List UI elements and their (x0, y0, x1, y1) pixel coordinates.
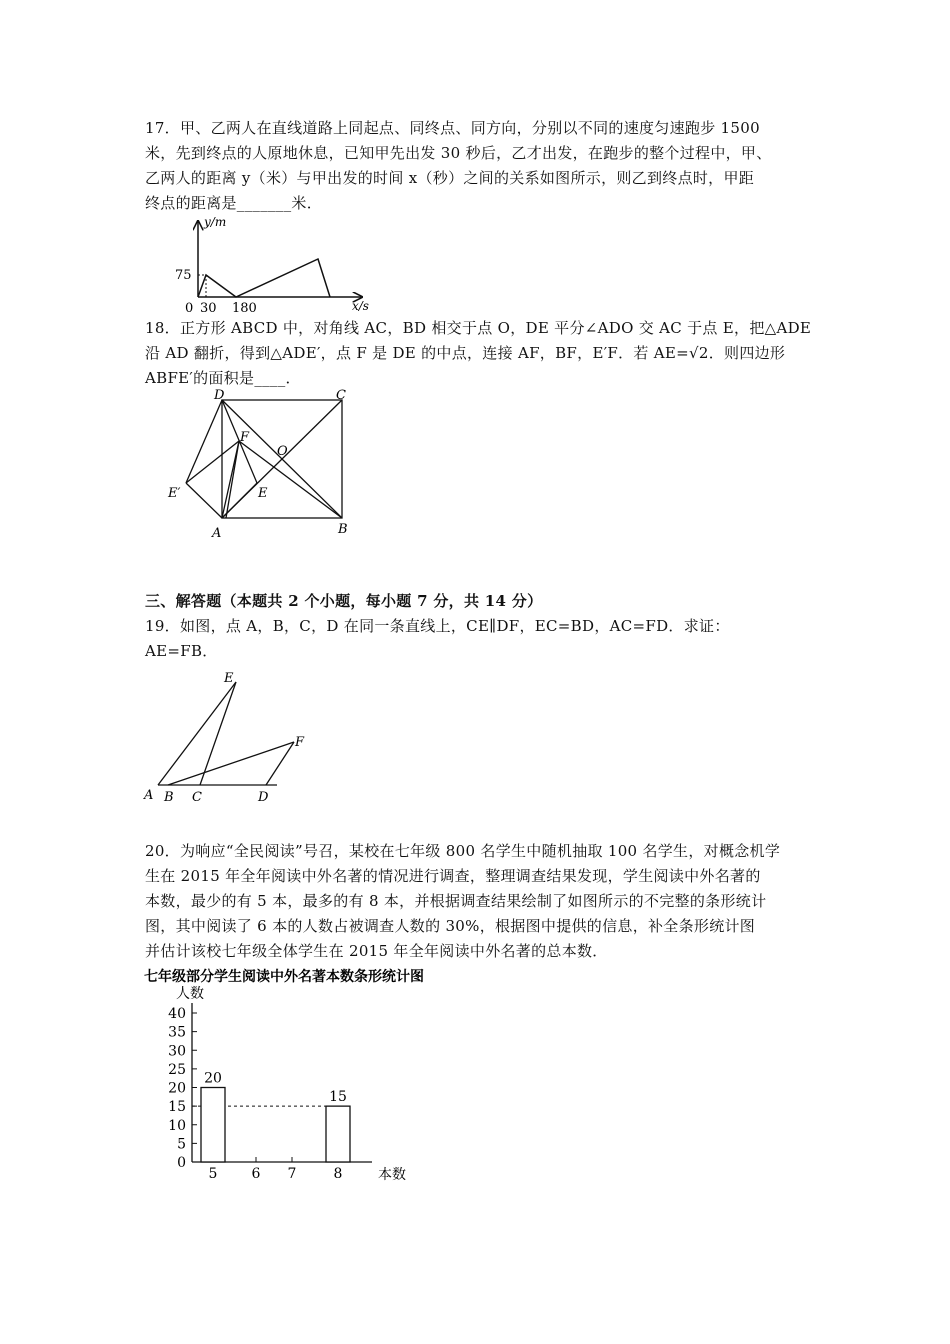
section-3-heading: 三、解答题（本题共 2 个小题，每小题 7 分，共 14 分） (145, 592, 543, 610)
q19-label-f: F (295, 735, 305, 750)
chart-y-tick-label: 5 (177, 1136, 186, 1153)
q18-label-d: D (214, 388, 225, 403)
q19-segment-ce (200, 682, 236, 785)
q18-segment-fa2 (226, 441, 239, 518)
q17-graph (170, 215, 410, 315)
chart-y-tick-label: 15 (168, 1099, 186, 1116)
chart-y-tick-label: 10 (168, 1117, 186, 1134)
q19-label-b: B (164, 790, 174, 805)
q19-label-a: A (144, 788, 154, 803)
q20-line-1: 20．为响应“全民阅读”号召，某校在七年级 800 名学生中随机抽取 100 名学生，对概念机学 (145, 842, 781, 860)
q17-y-tick-75: 75 (175, 268, 192, 283)
q19-segment-df (266, 742, 294, 785)
chart-y-tick-label: 20 (168, 1080, 186, 1097)
q20-bar-chart (140, 965, 480, 1185)
q18-line-3: ABFE′的面积是____． (145, 369, 301, 387)
chart-y-tick-label: 25 (168, 1061, 186, 1078)
chart-category-label: 6 (251, 1166, 261, 1182)
q19-label-e: E (224, 671, 234, 686)
q17-x-tick-0: 0 (185, 301, 194, 316)
q17-x-axis-label: x/s (352, 299, 369, 313)
q17-line-2: 米，先到终点的人原地休息，已知甲先出发 30 秒后，乙才出发，在跑步的整个过程中，甲、 (145, 144, 772, 162)
q18-label-e-prime: E′ (168, 486, 181, 501)
q17-distance-line (198, 259, 330, 297)
q17-line-4: 终点的距离是_______米． (145, 194, 323, 212)
chart-title: 七年级部分学生阅读中外名著本数条形统计图 (144, 969, 424, 985)
chart-y-tick-label: 35 (168, 1024, 186, 1041)
q18-label-c: C (336, 388, 346, 403)
chart-category-label: 8 (333, 1166, 343, 1182)
chart-data-label: 15 (329, 1089, 347, 1106)
q18-label-e: E (258, 486, 268, 501)
q18-segment-ae-prime (186, 483, 222, 518)
q19-figure (140, 668, 340, 808)
q18-segment-bf (239, 441, 342, 518)
q20-line-5: 并估计该校七年级全体学生在 2015 年全年阅读中外名著的总本数． (145, 942, 608, 960)
q18-figure (160, 385, 380, 545)
chart-y-tick-label: 30 (168, 1043, 186, 1060)
q18-line-2: 沿 AD 翻折，得到△ADE′，点 F 是 DE 的中点，连接 AF，BF，E′F．若 AE=√2．则四边形 (145, 344, 786, 362)
q20-line-4: 图，其中阅读了 6 本的人数占被调查人数的 30%，根据图中提供的信息，补全条形统计图 (145, 917, 756, 935)
q19-label-c: C (192, 790, 202, 805)
q18-label-o: O (277, 444, 288, 459)
chart-y-tick-label: 0 (177, 1155, 186, 1171)
q17-x-tick-30: 30 (200, 301, 217, 316)
q20-line-2: 生在 2015 年全年阅读中外名著的情况进行调查，整理调查结果发现，学生阅读中外名著的 (145, 867, 761, 885)
q19-segment-ae (158, 682, 236, 785)
chart-data-label: 20 (204, 1070, 222, 1087)
q20-line-3: 本数，最少的有 5 本，最多的有 8 本，并根据调查结果绘制了如图所示的不完整的条形统计 (145, 892, 767, 910)
q19-segment-bf (168, 742, 294, 785)
q18-line-1: 18．正方形 ABCD 中，对角线 AC，BD 相交于点 O，DE 平分∠ADO 交 AC 于点 E，把△ADE (145, 319, 812, 337)
q19-line-1: 19．如图，点 A，B，C，D 在同一条直线上，CE∥DF，EC=BD，AC=FD．求证： (145, 617, 730, 635)
q17-line-1: 17．甲、乙两人在直线道路上同起点、同终点、同方向，分别以不同的速度匀速跑步 1500 (145, 119, 760, 137)
chart-category-label: 7 (287, 1166, 297, 1182)
chart-category-label: 5 (208, 1166, 218, 1182)
q17-line-3: 乙两人的距离 y（米）与甲出发的时间 x（秒）之间的关系如图所示，则乙到终点时，甲距 (145, 169, 755, 187)
q18-label-a: A (212, 526, 222, 541)
chart-ylabel: 人数 (176, 986, 204, 1002)
q17-y-axis-label: y/m (204, 215, 227, 229)
q18-segment-de-prime (186, 400, 222, 483)
q17-x-tick-180: 180 (232, 301, 257, 316)
chart-xlabel: 本数 (378, 1167, 406, 1183)
q19-line-2: AE=FB． (145, 642, 218, 660)
chart-bar (201, 1088, 225, 1163)
chart-bar (326, 1106, 350, 1162)
q19-label-d: D (258, 790, 269, 805)
q18-label-b: B (338, 522, 348, 537)
q18-label-f: F (240, 430, 250, 445)
chart-y-tick-label: 40 (168, 1006, 186, 1022)
